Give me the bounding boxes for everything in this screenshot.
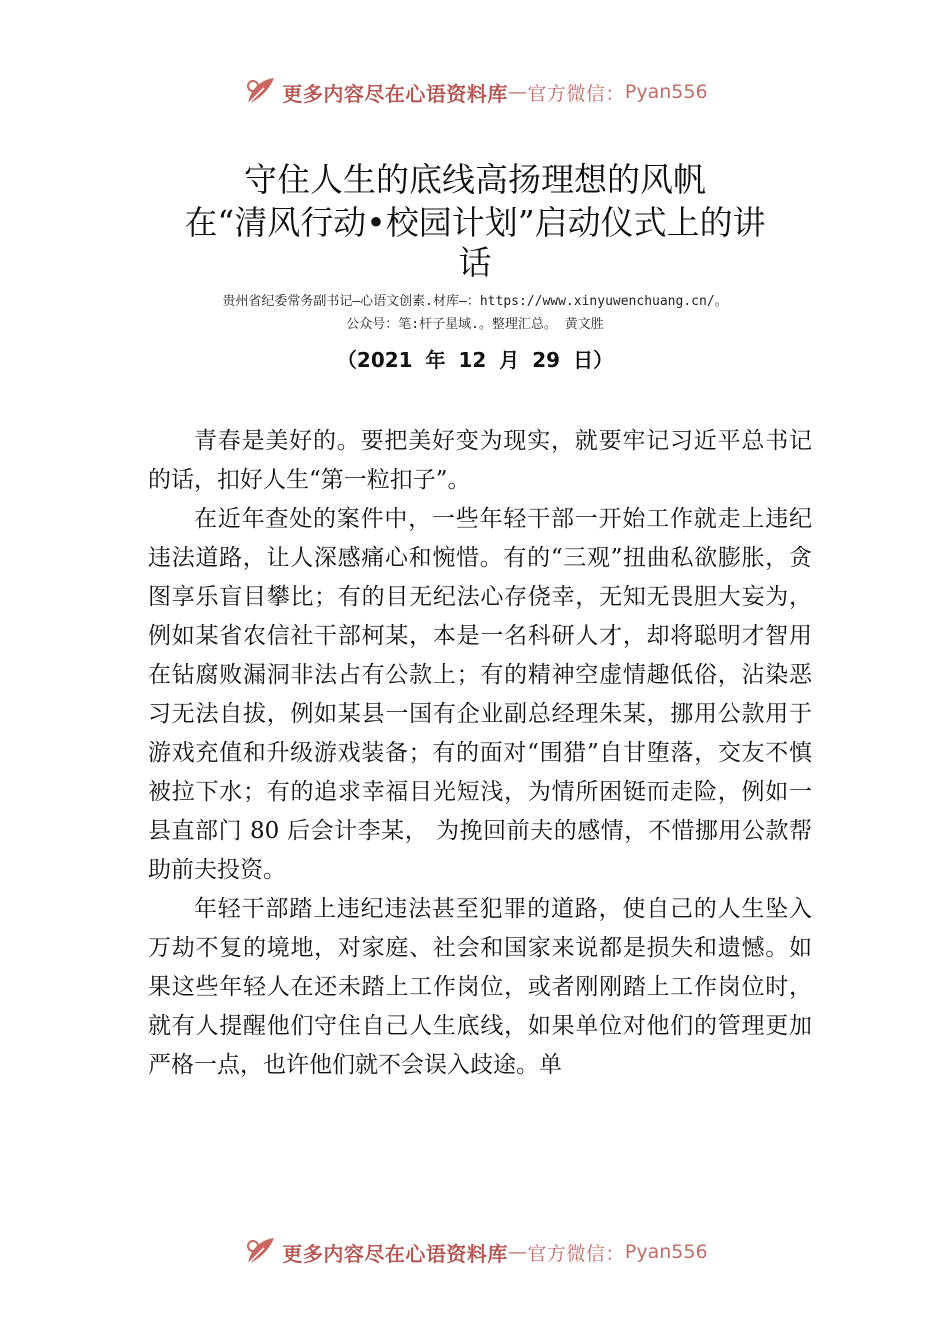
byline-line-2: 公众号：笔:杆子星域.。整理汇总。 黄文胜 [346, 317, 604, 332]
header-banner [0, 72, 950, 112]
document-title-line-3: 话 [458, 243, 492, 282]
paragraph-2: 在近年查处的案件中，一些年轻干部一开始工作就走上违纪违法道路，让人深感痛心和惋惜。有的“三观”扭曲私欲膨胀，贪图享乐盲目攀比；有的目无纪法心存侥幸，无知无畏胆大妄为，例如某省农信社干部柯某，本是一名科研人才，却将聪明才智用在钻腐败漏洞非法占有公款上；有的精神空虚情趣低俗，沾染恶习无法自拔，例如某县一国有企业副总经理朱某，挪用公款用于游戏充值和升级游戏装备；有的面对“围猎”自甘堕落，交友不慎被拉下水；有的追求幸福目光短浅，为情所困铤而走险，例如一县直部门 80 后会计李某， 为挽回前夫的感情，不惜挪用公款帮助前夫投资。 [148, 506, 812, 883]
paragraph-3: 年轻干部踏上违纪违法甚至犯罪的道路，使自己的人生坠入万劫不复的境地，对家庭、社会和国家来说都是损失和遗憾。如果这些年轻人在还未踏上工作岗位，或者刚刚踏上工作岗位时，就有人提醒他们守住自己人生底线，如果单位对他们的管理更加严格一点，也许他们就不会误入歧途。单 [148, 896, 812, 1078]
paragraph-1: 青春是美好的。要把美好变为现实，就要牢记习近平总书记的话，扣好人生“第一粒扣子”。 [148, 428, 812, 493]
banner-dash: — [507, 81, 528, 103]
byline-line-1: 贵州省纪委常务副书记—心语文创素.材库—：https://www.xinyuwenchuang.cn/。 [222, 294, 728, 309]
document-body [148, 422, 812, 1085]
banner-main-text: 更多内容尽在心语资料库 [282, 1241, 508, 1266]
banner-wechat-id: Pyan556 [624, 1241, 708, 1263]
banner-wechat-label: 官方微信： [527, 82, 625, 105]
footer-banner [0, 1232, 950, 1272]
banner-dash: — [507, 1241, 528, 1263]
banner-main-text: 更多内容尽在心语资料库 [282, 81, 508, 106]
banner-wechat-id: Pyan556 [624, 81, 708, 103]
document-title-line-2: 在“清风行动•校园计划”启动仪式上的讲 [184, 203, 766, 242]
leaf-pen-icon [242, 74, 278, 110]
leaf-pen-icon [242, 1234, 278, 1270]
document-title-line-1: 守住人生的底线高扬理想的风帆 [244, 160, 706, 199]
document-date: （2021 年 12 月 29 日） [336, 348, 614, 372]
banner-wechat-label: 官方微信： [527, 1242, 625, 1265]
